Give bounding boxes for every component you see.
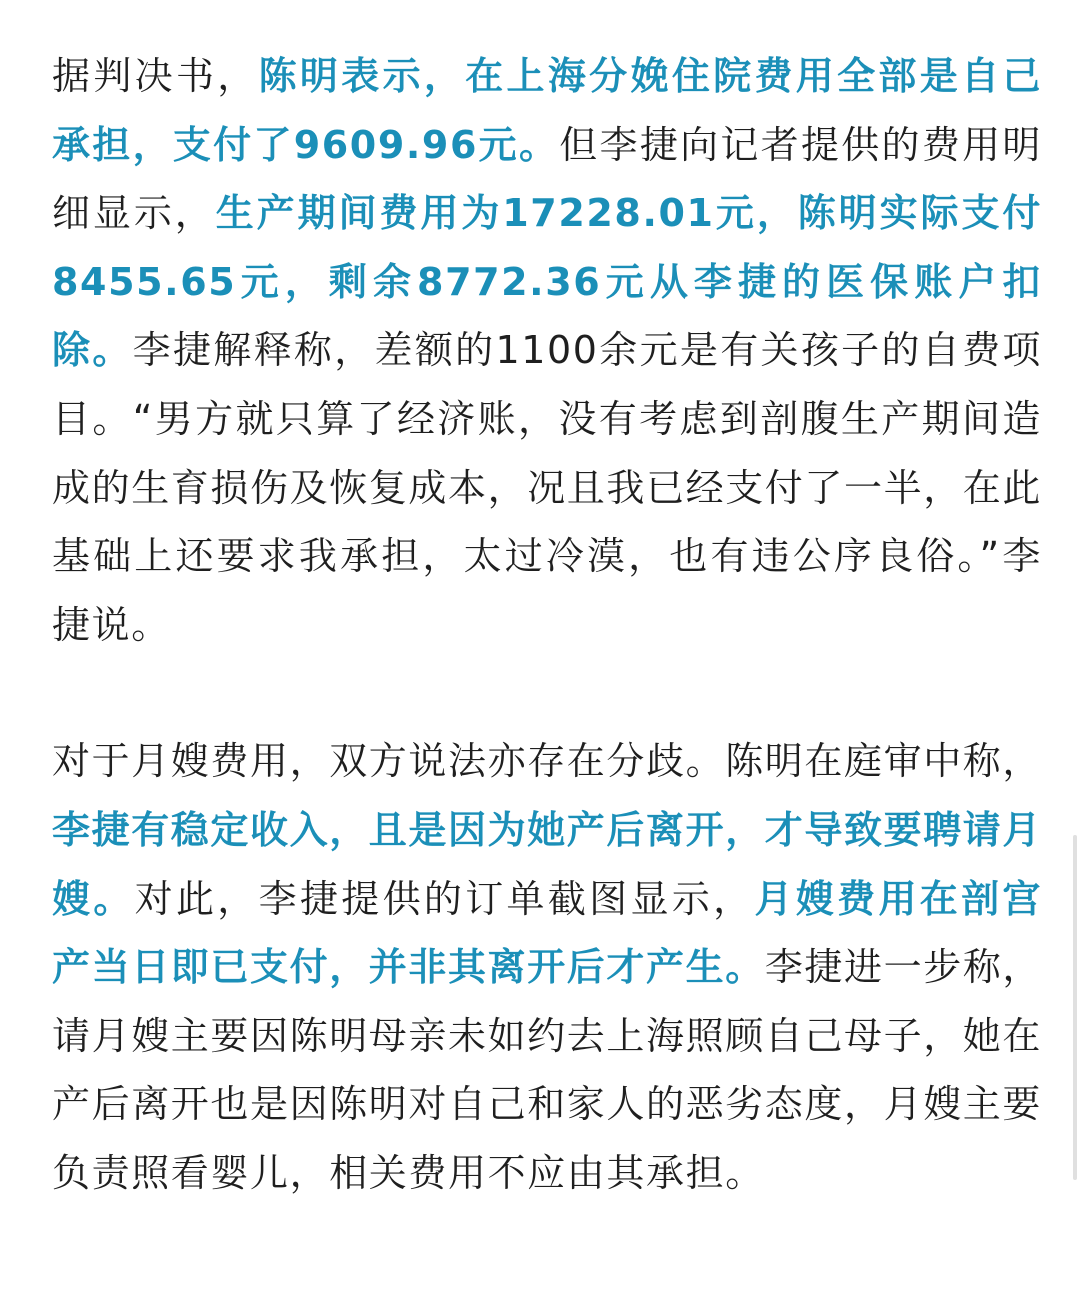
paragraph-1: [52, 42, 1042, 659]
article-body: [52, 42, 1042, 1276]
paragraph-2-segment-1: 对于月嫂费用，双方说法亦存在分歧。陈明在庭审中称，: [52, 739, 1043, 784]
paragraph-2: [52, 727, 1042, 1207]
paragraph-2-highlight-2: 月嫂费用在剖宫产当日即已支付，并非其离开后才产生。: [52, 876, 1043, 990]
paragraph-1-highlight-1: 陈明表示，在上海分娩住院费用全部是自己承担，支付了9609.96元。: [52, 54, 1042, 167]
paragraph-1-segment-3: 但李捷向记者提供的费用明细显示，: [52, 122, 1042, 236]
scroll-indicator[interactable]: [1073, 835, 1077, 1180]
paragraph-2-segment-3: 对此，李捷提供的订单截图显示，: [134, 876, 755, 921]
paragraph-1-highlight-2: 生产期间费用为17228.01元，陈明实际支付8455.65元，剩余8772.36元从李捷的医保账户扣除。: [52, 191, 1043, 373]
paragraph-1-segment-1: 据判决书，: [52, 54, 259, 98]
paragraph-1-segment-5: 李捷解释称，差额的1100余元是有关孩子的自费项目。“男方就只算了经济账，没有考虑到剖腹生产期间造成的生育损伤及恢复成本，况且我已经支付了一半，在此基础上还要求我承担，太过冷漠，也有违公序良俗。”李捷说。: [52, 328, 1043, 647]
paragraph-2-highlight-1: 李捷有稳定收入，且是因为她产后离开，才导致要聘请月嫂。: [52, 807, 1043, 921]
paragraph-2-segment-5: 李捷进一步称，请月嫂主要因陈明母亲未如约去上海照顾自己母子，她在产后离开也是因陈明对自己和家人的恶劣态度，月嫂主要负责照看婴儿，相关费用不应由其承担。: [52, 945, 1043, 1195]
